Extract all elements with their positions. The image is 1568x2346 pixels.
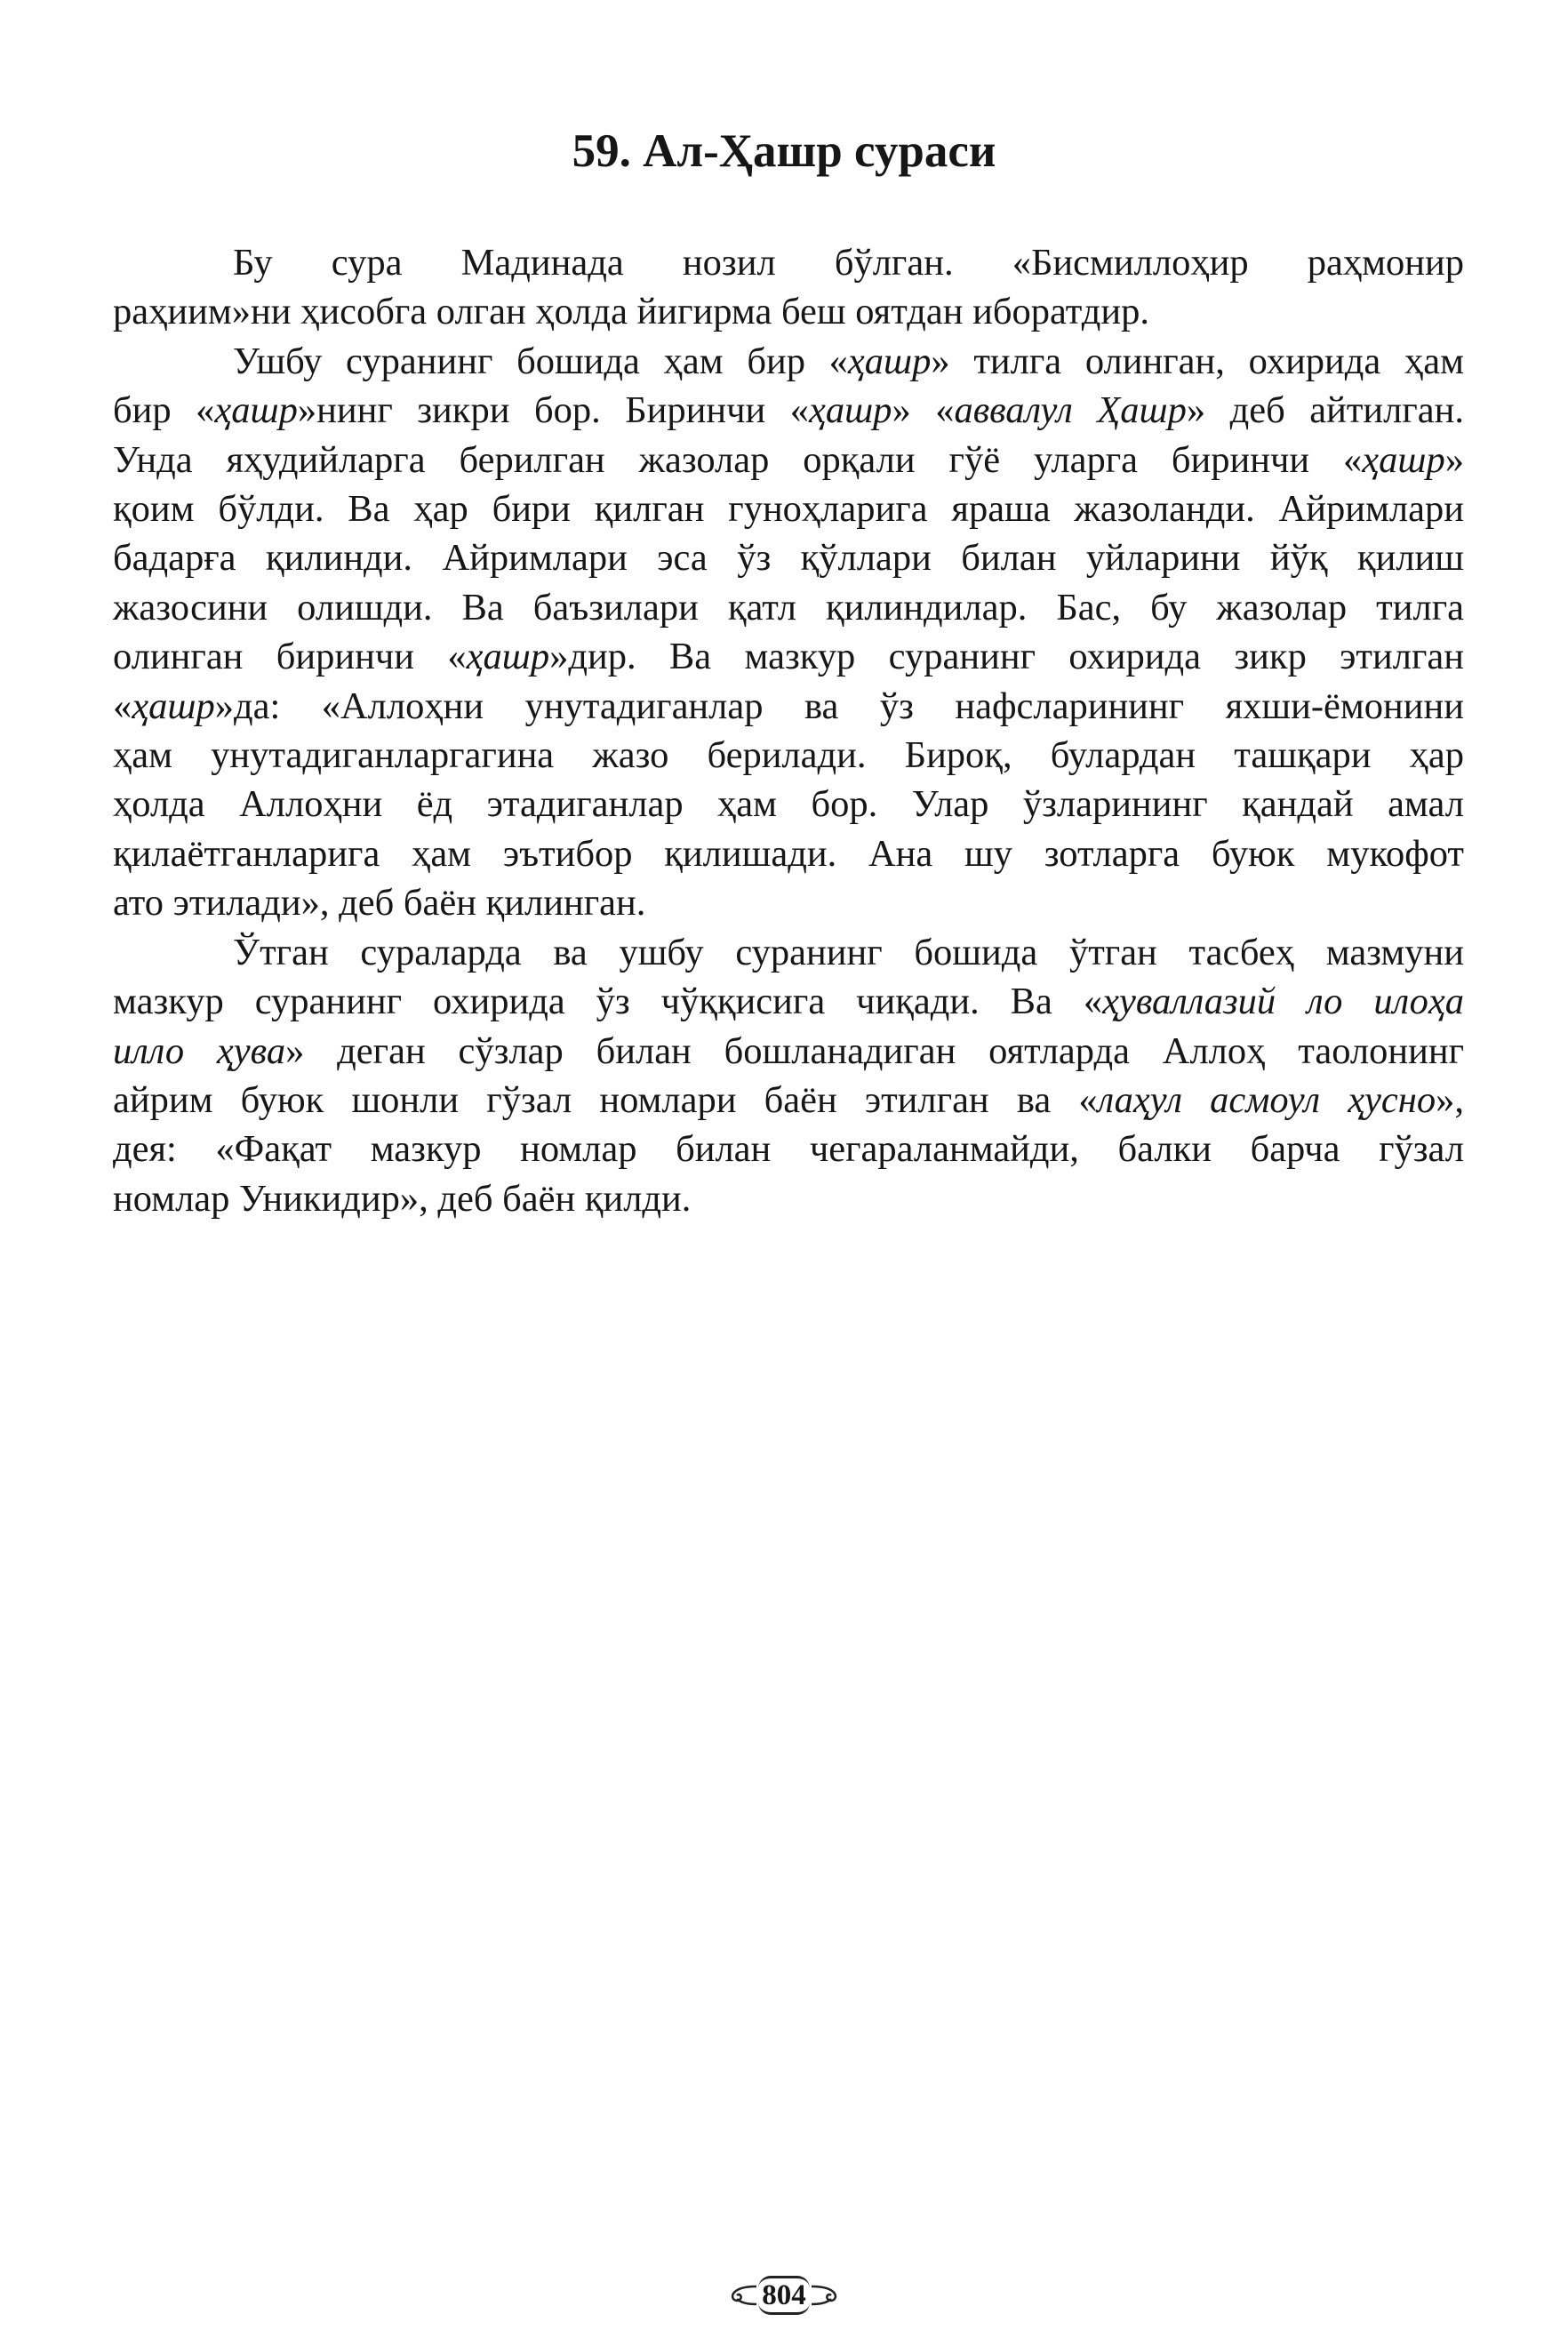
text-line: қилаётганларига ҳам эътибор қилишади. Ана шу зотларга буюк мукофот [113,832,1464,875]
text-line: Унда яҳудийларга берилган жазолар орқали гўё уларга биринчи «ҳашр» [113,438,1464,481]
text-line: ҳам унутадиганларгагина жазо берилади. Бироқ, булардан ташқари ҳар [113,734,1464,777]
text-line: мазкур суранинг охирида ўз чўққисига чиқади. Ва «ҳуваллазий ло илоҳа [113,981,1464,1023]
text-line: айрим буюк шонли гўзал номлари баён этилган ва «лаҳул асмоул ҳусно», [113,1078,1464,1121]
text-line: «ҳашр»да: «Аллоҳни унутадиганлар ва ўз нафсларининг яхши-ёмонини [113,685,1464,727]
text-line: Бу сура Мадинада нозил бўлган. «Бисмиллоҳир раҳмонир [233,242,1464,284]
text-line: қоим бўлди. Ва ҳар бири қилган гуноҳларига яраша жазоланди. Айримлари [113,488,1464,531]
text-line: илло ҳува» деган сўзлар билан бошланадиган оятларда Аллоҳ таолонинг [113,1029,1465,1072]
text-line: Ўтган сураларда ва ушбу суранинг бошида ўтган тасбеҳ мазмуни [233,931,1464,973]
text-line: жазосини олишди. Ва баъзилари қатл қилиндилар. Бас, бу жазолар тилга [113,586,1464,629]
text-line: бадарға қилинди. Айримлари эса ўз қўллари билан уйларини йўқ қилиш [113,537,1464,580]
left-scroll-ornament-icon [728,2283,758,2308]
text-line: олинган биринчи «ҳашр»дир. Ва мазкур суранинг охирида зикр этилган [113,636,1464,678]
page-number-ornament [728,2276,840,2315]
right-scroll-ornament-icon [810,2283,840,2308]
text-line: раҳиим»ни ҳисобга олган ҳолда йигирма беш оятдан иборатдир. [113,291,1149,333]
text-line: дея: «Фақат мазкур номлар билан чегараланмайди, балки барча гўзал [113,1128,1464,1171]
text-line: Ушбу суранинг бошида ҳам бир «ҳашр» тилга олинган, охирида ҳам [233,340,1465,382]
paragraph [113,928,1464,1223]
paragraph [113,337,1464,928]
page-number: 804 [758,2276,810,2315]
text-line: бир «ҳашр»нинг зикри бор. Биринчи «ҳашр» «аввалул Ҳашр» деб айтилган. [113,389,1465,432]
body-text [113,238,1464,1223]
page-footer [0,2269,1568,2322]
text-line: номлар Уникидир», деб баён қилди. [113,1177,692,1220]
chapter-title: 59. Ал-Ҳашр сураси [572,125,996,177]
text-line: ато этилади», деб баён қилинган. [113,882,646,925]
text-line: ҳолда Аллоҳни ёд этадиганлар ҳам бор. Улар ўзларининг қандай амал [113,783,1464,826]
paragraph [113,238,1464,337]
